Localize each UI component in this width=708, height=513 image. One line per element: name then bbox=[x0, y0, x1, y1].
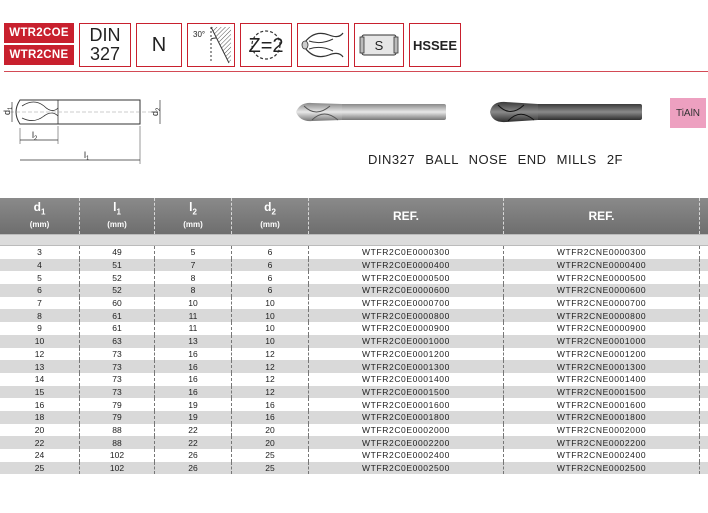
table-row bbox=[0, 271, 708, 284]
cell-ref-coe: WTFR2C0E0002000 bbox=[309, 424, 504, 437]
header-unit: (mm) bbox=[107, 219, 127, 229]
cell-ref-coe: WTFR2C0E0000900 bbox=[309, 322, 504, 335]
cell-d2: 12 bbox=[232, 348, 309, 361]
cell-l1: 79 bbox=[80, 398, 155, 411]
cell-spacer bbox=[700, 322, 708, 335]
cell-d1: 4 bbox=[0, 259, 80, 272]
cell-spacer bbox=[700, 449, 708, 462]
cell-l1: 73 bbox=[80, 348, 155, 361]
end-mill-coated-photo bbox=[486, 96, 646, 128]
cell-spacer bbox=[700, 271, 708, 284]
cell-l2: 13 bbox=[155, 335, 232, 348]
cell-d2: 25 bbox=[232, 462, 309, 475]
shank-s-icon bbox=[354, 23, 404, 67]
cell-l1: 102 bbox=[80, 462, 155, 475]
cell-d2: 12 bbox=[232, 373, 309, 386]
table-row bbox=[0, 246, 708, 259]
cell-l2: 16 bbox=[155, 348, 232, 361]
cell-l2: 19 bbox=[155, 411, 232, 424]
cell-d2: 20 bbox=[232, 436, 309, 449]
cell-l1: 73 bbox=[80, 360, 155, 373]
cell-l2: 11 bbox=[155, 322, 232, 335]
l2-label: $l_2$ bbox=[32, 130, 38, 142]
cell-d1: 8 bbox=[0, 309, 80, 322]
cell-d1: 20 bbox=[0, 424, 80, 437]
cell-ref-coe: WTFR2C0E0000700 bbox=[309, 297, 504, 310]
cell-d1: 15 bbox=[0, 386, 80, 399]
cell-d2: 10 bbox=[232, 297, 309, 310]
cell-l1: 60 bbox=[80, 297, 155, 310]
cell-l2: 19 bbox=[155, 398, 232, 411]
cell-spacer bbox=[700, 462, 708, 475]
cell-ref-coe: WTFR2C0E0001500 bbox=[309, 386, 504, 399]
cell-ref-coe: WTFR2C0E0001200 bbox=[309, 348, 504, 361]
cell-ref-cne: WTFR2CNE0000500 bbox=[504, 271, 700, 284]
cell-l2: 10 bbox=[155, 297, 232, 310]
table-row bbox=[0, 335, 708, 348]
flute-count-icon bbox=[240, 23, 292, 67]
cell-ref-coe: WTFR2C0E0000600 bbox=[309, 284, 504, 297]
header-sub: 1 bbox=[116, 207, 121, 217]
cell-ref-coe: WTFR2C0E0000300 bbox=[309, 246, 504, 259]
cell-l1: 88 bbox=[80, 436, 155, 449]
cell-d2: 6 bbox=[232, 271, 309, 284]
table-row bbox=[0, 373, 708, 386]
cell-d2: 25 bbox=[232, 449, 309, 462]
cell-spacer bbox=[700, 373, 708, 386]
header-unit: (mm) bbox=[29, 219, 50, 229]
table-row bbox=[0, 297, 708, 310]
table-row bbox=[0, 449, 708, 462]
header-gap bbox=[0, 234, 708, 246]
cell-ref-cne: WTFR2CNE0000300 bbox=[504, 246, 700, 259]
header-sub: 2 bbox=[192, 207, 197, 217]
cell-d2: 12 bbox=[232, 360, 309, 373]
cell-d2: 10 bbox=[232, 335, 309, 348]
cell-l2: 26 bbox=[155, 449, 232, 462]
type-n-badge bbox=[136, 23, 182, 67]
cell-l2: 26 bbox=[155, 462, 232, 475]
cell-d1: 12 bbox=[0, 348, 80, 361]
cell-ref-coe: WTFR2C0E0000800 bbox=[309, 309, 504, 322]
header-main: l bbox=[113, 200, 117, 215]
cell-d1: 10 bbox=[0, 335, 80, 348]
cell-d1: 24 bbox=[0, 449, 80, 462]
header-ref-coe bbox=[309, 198, 504, 234]
table-body bbox=[0, 246, 708, 474]
cell-spacer bbox=[700, 360, 708, 373]
cell-l2: 16 bbox=[155, 386, 232, 399]
cell-ref-cne: WTFR2CNE0001000 bbox=[504, 335, 700, 348]
cell-ref-coe: WTFR2C0E0002400 bbox=[309, 449, 504, 462]
cell-ref-coe: WTFR2C0E0001800 bbox=[309, 411, 504, 424]
cell-l2: 8 bbox=[155, 271, 232, 284]
table-header bbox=[0, 198, 708, 234]
header-unit: (mm) bbox=[260, 219, 280, 229]
cell-d1: 22 bbox=[0, 436, 80, 449]
cell-d2: 20 bbox=[232, 424, 309, 437]
type-n-label: N bbox=[151, 33, 167, 56]
cell-spacer bbox=[700, 386, 708, 399]
product-caption: DIN327 BALL NOSE END MILLS 2F bbox=[368, 152, 623, 167]
cell-d2: 6 bbox=[232, 259, 309, 272]
cell-l1: 73 bbox=[80, 386, 155, 399]
header-d1 bbox=[0, 198, 80, 234]
cell-l1: 52 bbox=[80, 284, 155, 297]
dimension-drawing bbox=[0, 88, 170, 168]
cell-spacer bbox=[700, 284, 708, 297]
cell-ref-cne: WTFR2CNE0002000 bbox=[504, 424, 700, 437]
cell-ref-coe: WTFR2C0E0001600 bbox=[309, 398, 504, 411]
shank-label: S bbox=[374, 38, 384, 53]
cell-l2: 16 bbox=[155, 373, 232, 386]
cell-ref-cne: WTFR2CNE0002500 bbox=[504, 462, 700, 475]
din-label: DIN bbox=[89, 25, 121, 45]
angle-label: 30° bbox=[193, 30, 206, 39]
table-row bbox=[0, 322, 708, 335]
header-main: d bbox=[264, 200, 272, 215]
cell-ref-coe: WTFR2C0E0002500 bbox=[309, 462, 504, 475]
table-row bbox=[0, 360, 708, 373]
cell-l1: 61 bbox=[80, 322, 155, 335]
cell-spacer bbox=[700, 348, 708, 361]
cell-ref-cne: WTFR2CNE0000900 bbox=[504, 322, 700, 335]
cell-d1: 7 bbox=[0, 297, 80, 310]
cell-d1: 6 bbox=[0, 284, 80, 297]
cell-ref-coe: WTFR2C0E0001300 bbox=[309, 360, 504, 373]
cell-ref-cne: WTFR2CNE0000800 bbox=[504, 309, 700, 322]
helix-angle-icon bbox=[187, 23, 235, 67]
material-badge bbox=[409, 23, 461, 67]
cell-d1: 16 bbox=[0, 398, 80, 411]
din-number: 327 bbox=[89, 44, 121, 64]
cell-spacer bbox=[700, 259, 708, 272]
table-row bbox=[0, 424, 708, 437]
product-code-stack bbox=[4, 23, 74, 65]
table-row bbox=[0, 284, 708, 297]
cell-spacer bbox=[700, 309, 708, 322]
cell-d2: 10 bbox=[232, 309, 309, 322]
cell-ref-cne: WTFR2CNE0001600 bbox=[504, 398, 700, 411]
cell-d1: 13 bbox=[0, 360, 80, 373]
cell-l2: 22 bbox=[155, 424, 232, 437]
cell-d2: 6 bbox=[232, 284, 309, 297]
cell-ref-cne: WTFR2CNE0000400 bbox=[504, 259, 700, 272]
cell-l2: 22 bbox=[155, 436, 232, 449]
cell-spacer bbox=[700, 436, 708, 449]
header-d2 bbox=[232, 198, 309, 234]
material-label: HSSEE bbox=[412, 37, 458, 53]
l1-label: $l_1$ bbox=[84, 150, 90, 162]
specs-table bbox=[0, 198, 708, 474]
header-main: l bbox=[189, 200, 193, 215]
cell-d1: 25 bbox=[0, 462, 80, 475]
cell-ref-coe: WTFR2C0E0002200 bbox=[309, 436, 504, 449]
cell-d1: 5 bbox=[0, 271, 80, 284]
cell-d2: 12 bbox=[232, 386, 309, 399]
coating-badge: TiAlN bbox=[670, 98, 706, 128]
header-spacer bbox=[700, 198, 708, 234]
cell-ref-cne: WTFR2CNE0000600 bbox=[504, 284, 700, 297]
spec-badge-strip bbox=[4, 23, 461, 67]
cell-d2: 6 bbox=[232, 246, 309, 259]
cell-d1: 3 bbox=[0, 246, 80, 259]
cell-ref-cne: WTFR2CNE0001400 bbox=[504, 373, 700, 386]
cell-ref-cne: WTFR2CNE0001200 bbox=[504, 348, 700, 361]
cell-l1: 73 bbox=[80, 373, 155, 386]
header-main: REF. bbox=[588, 209, 615, 223]
cell-d2: 10 bbox=[232, 322, 309, 335]
cell-l1: 52 bbox=[80, 271, 155, 284]
cell-d2: 16 bbox=[232, 411, 309, 424]
divider-line bbox=[4, 71, 708, 72]
cell-spacer bbox=[700, 335, 708, 348]
table-row bbox=[0, 462, 708, 475]
cell-d1: 14 bbox=[0, 373, 80, 386]
cell-spacer bbox=[700, 398, 708, 411]
ball-nose-helix-icon bbox=[297, 23, 349, 67]
cell-l2: 7 bbox=[155, 259, 232, 272]
table-row bbox=[0, 386, 708, 399]
cell-l1: 88 bbox=[80, 424, 155, 437]
cell-ref-coe: WTFR2C0E0001000 bbox=[309, 335, 504, 348]
end-mill-photo bbox=[290, 96, 450, 128]
header-sub: 2 bbox=[271, 207, 276, 217]
cell-d2: 16 bbox=[232, 398, 309, 411]
header-ref-cne bbox=[504, 198, 700, 234]
cell-l1: 63 bbox=[80, 335, 155, 348]
cell-spacer bbox=[700, 246, 708, 259]
cell-ref-cne: WTFR2CNE0000700 bbox=[504, 297, 700, 310]
table-row bbox=[0, 436, 708, 449]
cell-d1: 9 bbox=[0, 322, 80, 335]
table-row bbox=[0, 259, 708, 272]
cell-ref-cne: WTFR2CNE0001500 bbox=[504, 386, 700, 399]
header-main: REF. bbox=[392, 209, 419, 223]
cell-l2: 11 bbox=[155, 309, 232, 322]
cell-l2: 8 bbox=[155, 284, 232, 297]
cell-spacer bbox=[700, 424, 708, 437]
header-main: d bbox=[33, 200, 41, 215]
cell-ref-coe: WTFR2C0E0001400 bbox=[309, 373, 504, 386]
header-l2 bbox=[155, 198, 232, 234]
product-code-badge: WTR2COE bbox=[4, 23, 74, 43]
cell-spacer bbox=[700, 411, 708, 424]
header-l1 bbox=[80, 198, 155, 234]
d1-label: $d_1$ bbox=[2, 106, 14, 115]
cell-l1: 61 bbox=[80, 309, 155, 322]
cell-l1: 102 bbox=[80, 449, 155, 462]
table-row bbox=[0, 398, 708, 411]
cell-spacer bbox=[700, 297, 708, 310]
cell-ref-coe: WTFR2C0E0000400 bbox=[309, 259, 504, 272]
cell-ref-coe: WTFR2C0E0000500 bbox=[309, 271, 504, 284]
d2-label: $d_2$ bbox=[150, 107, 162, 116]
cell-l1: 51 bbox=[80, 259, 155, 272]
flute-count-label: Z=2 bbox=[248, 35, 284, 57]
table-row bbox=[0, 411, 708, 424]
header-unit: (mm) bbox=[183, 219, 203, 229]
cell-l2: 5 bbox=[155, 246, 232, 259]
cell-l2: 16 bbox=[155, 360, 232, 373]
cell-ref-cne: WTFR2CNE0002200 bbox=[504, 436, 700, 449]
table-row bbox=[0, 348, 708, 361]
cell-l1: 79 bbox=[80, 411, 155, 424]
cell-ref-cne: WTFR2CNE0002400 bbox=[504, 449, 700, 462]
product-code-badge: WTR2CNE bbox=[4, 45, 74, 65]
table-row bbox=[0, 309, 708, 322]
cell-ref-cne: WTFR2CNE0001300 bbox=[504, 360, 700, 373]
din-standard-badge bbox=[79, 23, 131, 67]
cell-d1: 18 bbox=[0, 411, 80, 424]
cell-ref-cne: WTFR2CNE0001800 bbox=[504, 411, 700, 424]
header-sub: 1 bbox=[40, 207, 46, 217]
cell-l1: 49 bbox=[80, 246, 155, 259]
